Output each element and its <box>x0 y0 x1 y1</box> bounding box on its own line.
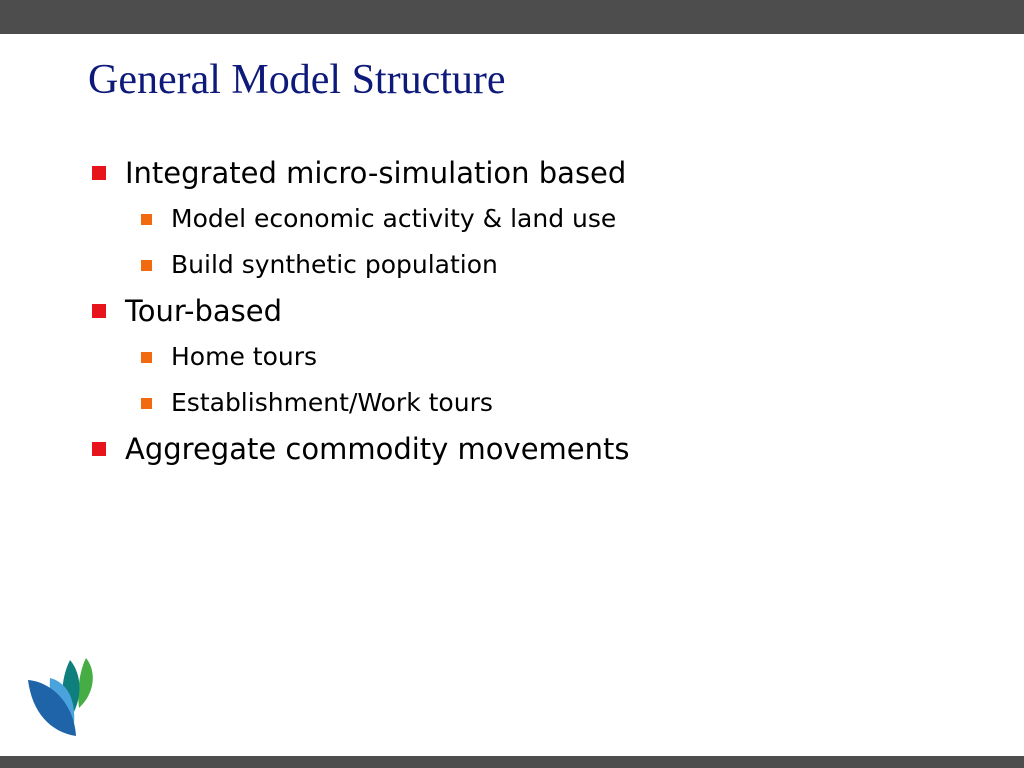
square-bullet-icon <box>92 166 106 180</box>
logo-leaf-green <box>78 658 93 708</box>
sub-bullet-item <box>88 196 629 242</box>
sub-bullet-item <box>88 380 629 426</box>
sub-bullet-item <box>88 334 629 380</box>
square-bullet-icon <box>141 352 152 363</box>
square-bullet-icon <box>141 260 152 271</box>
sub-bullet-item <box>88 242 629 288</box>
bullet-text: Integrated micro-simulation based <box>125 156 627 190</box>
slide-title: General Model Structure <box>88 57 506 103</box>
bullet-item <box>88 150 629 196</box>
square-bullet-icon <box>141 214 152 225</box>
sub-bullet-text: Home tours <box>171 342 318 371</box>
bullet-list <box>88 150 629 472</box>
sub-bullet-text: Model economic activity & land use <box>171 204 617 233</box>
square-bullet-icon <box>92 304 106 318</box>
bullet-item <box>88 288 629 334</box>
sub-bullet-text: Build synthetic population <box>171 250 498 279</box>
bullet-text: Tour-based <box>125 294 282 328</box>
bottom-band <box>0 756 1024 768</box>
sub-bullet-text: Establishment/Work tours <box>171 388 493 417</box>
square-bullet-icon <box>92 442 106 456</box>
bullet-item <box>88 426 629 472</box>
bullet-text: Aggregate commodity movements <box>125 432 630 466</box>
top-band <box>0 0 1024 34</box>
square-bullet-icon <box>141 398 152 409</box>
leaf-logo-icon <box>24 652 100 738</box>
